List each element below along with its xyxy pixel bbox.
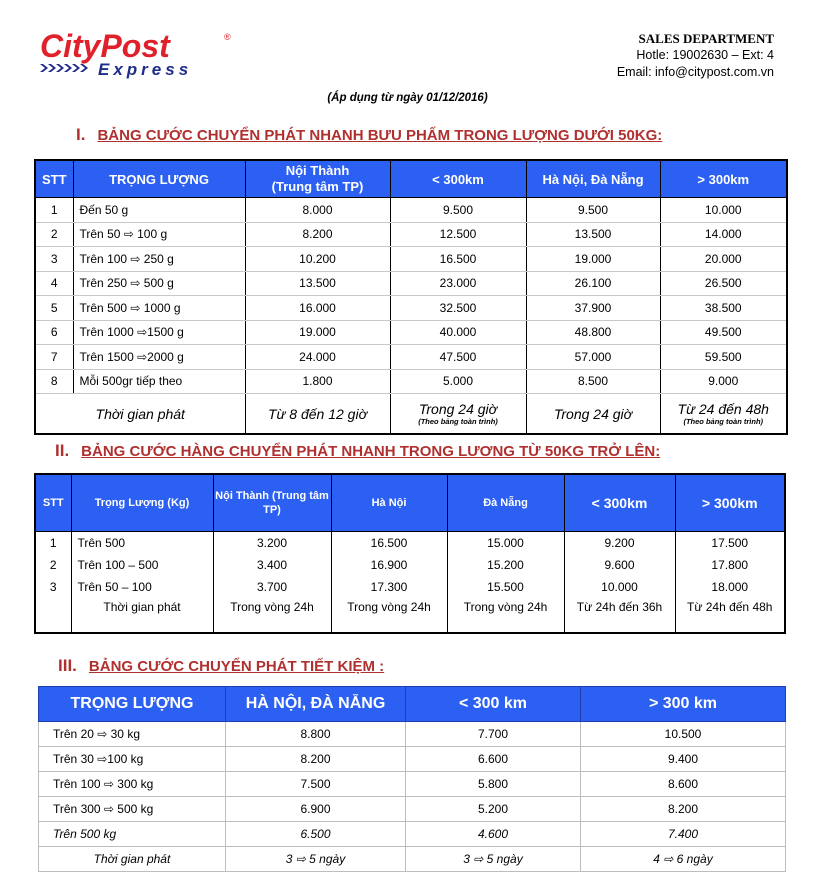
price-hn-dn: 6.900: [226, 797, 406, 822]
price-lt300: 4.600: [406, 822, 581, 847]
delivery-time-row: [39, 847, 786, 872]
weight: Trên 50 – 100: [71, 576, 213, 598]
delivery-hanoi: Trong vòng 24h: [331, 598, 447, 633]
price-lt300: 5.000: [390, 369, 526, 394]
economy-rates-table: [38, 686, 786, 872]
price-hn-dn: 8.800: [226, 722, 406, 747]
col-gt300: > 300km: [660, 160, 787, 198]
chevron-arrows-icon: [40, 64, 88, 72]
price-lt300: 5.800: [406, 772, 581, 797]
delivery-gt300-text: Từ 24 đến 48h: [677, 401, 769, 417]
col-weight: TRỌNG LƯỢNG: [73, 160, 245, 198]
price-inner-city: 24.000: [245, 345, 390, 370]
delivery-label: Thời gian phát: [35, 394, 245, 435]
price-hn-dn: 6.500: [226, 822, 406, 847]
price-lt300: 7.700: [406, 722, 581, 747]
delivery-label: Thời gian phát: [39, 847, 226, 872]
section-2-number: II.: [55, 441, 70, 460]
heavy-freight-table: [34, 473, 786, 634]
col-inner-city: Nội Thành (Trung tâm TP): [245, 160, 390, 198]
price-hn-dn: 8.200: [226, 747, 406, 772]
price-lt300: 47.500: [390, 345, 526, 370]
weight: Trên 20 ⇨ 30 kg: [39, 722, 226, 747]
express-rates-table: [34, 159, 788, 435]
price-inner-city: 3.200: [213, 532, 331, 555]
price-gt300: 38.500: [660, 296, 787, 321]
col-gt300: > 300 km: [581, 687, 786, 722]
delivery-label: Thời gian phát: [71, 598, 213, 633]
delivery-gt300: 4 ⇨ 6 ngày: [581, 847, 786, 872]
section-3-number: III.: [58, 656, 77, 675]
section-2-text: BẢNG CƯỚC HÀNG CHUYỂN PHÁT NHANH TRONG LƯƠNG TỪ 50KG TRỞ LÊN:: [81, 443, 661, 460]
stt: 8: [35, 369, 73, 394]
citypost-logo: [40, 30, 240, 80]
delivery-inner-city: Từ 8 đến 12 giờ: [245, 394, 390, 435]
price-lt300: 9.200: [564, 532, 675, 555]
price-inner-city: 1.800: [245, 369, 390, 394]
weight: Trên 500: [71, 532, 213, 555]
weight: Trên 250 ⇨ 500 g: [73, 271, 245, 296]
delivery-lt300: Từ 24h đến 36h: [564, 598, 675, 633]
table-row: [35, 198, 787, 223]
table-row: [39, 747, 786, 772]
col-lt300: < 300km: [390, 160, 526, 198]
price-hn-dn: 7.500: [226, 772, 406, 797]
price-lt300: 32.500: [390, 296, 526, 321]
weight: Mỗi 500gr tiếp theo: [73, 369, 245, 394]
table-row: [39, 772, 786, 797]
table-header-row: [35, 160, 787, 198]
delivery-inner-city: Trong vòng 24h: [213, 598, 331, 633]
contact-block: [617, 30, 774, 81]
delivery-time-row: [35, 394, 787, 435]
price-inner-city: 19.000: [245, 320, 390, 345]
weight: Trên 1000 ⇨1500 g: [73, 320, 245, 345]
stt: 1: [35, 532, 71, 555]
price-lt300: 16.500: [390, 247, 526, 272]
price-hn-dn: 9.500: [526, 198, 660, 223]
price-hn-dn: 37.900: [526, 296, 660, 321]
stt: 2: [35, 554, 71, 576]
weight: Trên 500 kg: [39, 822, 226, 847]
stt: 6: [35, 320, 73, 345]
price-hanoi: 16.900: [331, 554, 447, 576]
col-hanoi: Hà Nội: [331, 474, 447, 532]
price-danang: 15.200: [447, 554, 564, 576]
hotline: Hotle: 19002630 – Ext: 4: [636, 48, 774, 62]
section-2-title: [55, 441, 660, 461]
table-row: [39, 822, 786, 847]
price-lt300: 9.600: [564, 554, 675, 576]
price-hn-dn: 57.000: [526, 345, 660, 370]
price-inner-city: 10.200: [245, 247, 390, 272]
price-hn-dn: 13.500: [526, 222, 660, 247]
price-lt300: 6.600: [406, 747, 581, 772]
price-gt300: 59.500: [660, 345, 787, 370]
col-weight: TRỌNG LƯỢNG: [39, 687, 226, 722]
col-weight: Trọng Lượng (Kg): [71, 474, 213, 532]
stt: 3: [35, 247, 73, 272]
table-row: [35, 296, 787, 321]
price-hanoi: 17.300: [331, 576, 447, 598]
col-gt300: > 300km: [675, 474, 785, 532]
stt: 3: [35, 576, 71, 598]
price-gt300: 14.000: [660, 222, 787, 247]
delivery-danang: Trong vòng 24h: [447, 598, 564, 633]
logo-brand: CityPost: [40, 30, 170, 64]
section-1-number: I.: [76, 125, 86, 144]
price-inner-city: 3.700: [213, 576, 331, 598]
price-gt300: 8.200: [581, 797, 786, 822]
logo-registered-mark: ®: [224, 32, 231, 42]
price-lt300: 10.000: [564, 576, 675, 598]
stt: 4: [35, 271, 73, 296]
price-gt300: 8.600: [581, 772, 786, 797]
weight: Trên 100 ⇨ 300 kg: [39, 772, 226, 797]
delivery-lt300: 3 ⇨ 5 ngày: [406, 847, 581, 872]
sales-department: SALES DEPARTMENT: [638, 31, 774, 46]
table-row: [35, 554, 785, 576]
price-gt300: 7.400: [581, 822, 786, 847]
table-row: [35, 532, 785, 555]
weight: Trên 300 ⇨ 500 kg: [39, 797, 226, 822]
price-gt300: 20.000: [660, 247, 787, 272]
price-gt300: 26.500: [660, 271, 787, 296]
weight: Trên 50 ⇨ 100 g: [73, 222, 245, 247]
price-gt300: 10.000: [660, 198, 787, 223]
price-inner-city: 8.200: [245, 222, 390, 247]
col-stt: STT: [35, 474, 71, 532]
delivery-lt300-text: Trong 24 giờ: [418, 401, 498, 417]
section-3-text: BẢNG CƯỚC CHUYỂN PHÁT TIẾT KIỆM :: [88, 658, 385, 675]
price-inner-city: 8.000: [245, 198, 390, 223]
stt: 2: [35, 222, 73, 247]
table-header-row: [39, 687, 786, 722]
weight: Đến 50 g: [73, 198, 245, 223]
col-stt: STT: [35, 160, 73, 198]
delivery-gt300: [660, 394, 787, 435]
delivery-lt300-note: (Theo bảng toàn trình): [418, 417, 498, 426]
price-danang: 15.000: [447, 532, 564, 555]
price-gt300: 10.500: [581, 722, 786, 747]
table-row: [35, 576, 785, 598]
price-danang: 15.500: [447, 576, 564, 598]
table-row: [35, 222, 787, 247]
section-1-title: [76, 125, 662, 145]
table-row: [39, 797, 786, 822]
col-hn-dn: Hà Nội, Đà Nẵng: [526, 160, 660, 198]
table-header-row: [35, 474, 785, 532]
table-row: [35, 369, 787, 394]
weight: Trên 100 ⇨ 250 g: [73, 247, 245, 272]
price-lt300: 5.200: [406, 797, 581, 822]
table-row: [35, 271, 787, 296]
weight: Trên 100 – 500: [71, 554, 213, 576]
weight: Trên 30 ⇨100 kg: [39, 747, 226, 772]
col-inner-city: Nội Thành (Trung tâm TP): [213, 474, 331, 532]
price-hn-dn: 8.500: [526, 369, 660, 394]
stt: 7: [35, 345, 73, 370]
applied-date: (Áp dụng từ ngày 01/12/2016): [327, 92, 488, 104]
price-gt300: 9.000: [660, 369, 787, 394]
price-hn-dn: 19.000: [526, 247, 660, 272]
price-inner-city: 16.000: [245, 296, 390, 321]
table-row: [35, 247, 787, 272]
price-lt300: 40.000: [390, 320, 526, 345]
logo-sub: Express: [98, 60, 193, 79]
table-row: [35, 345, 787, 370]
delivery-gt300: Từ 24h đến 48h: [675, 598, 785, 633]
price-hanoi: 16.500: [331, 532, 447, 555]
price-inner-city: 3.400: [213, 554, 331, 576]
delivery-time-row: [35, 598, 785, 633]
price-gt300: 9.400: [581, 747, 786, 772]
table-row: [35, 320, 787, 345]
price-gt300: 18.000: [675, 576, 785, 598]
empty-cell: [35, 598, 71, 633]
col-lt300: < 300km: [564, 474, 675, 532]
price-gt300: 49.500: [660, 320, 787, 345]
price-hn-dn: 48.800: [526, 320, 660, 345]
price-gt300: 17.800: [675, 554, 785, 576]
delivery-gt300-note: (Theo bảng toàn trình): [683, 417, 764, 426]
price-lt300: 12.500: [390, 222, 526, 247]
delivery-lt300: [390, 394, 526, 435]
col-danang: Đà Nẵng: [447, 474, 564, 532]
weight: Trên 500 ⇨ 1000 g: [73, 296, 245, 321]
price-hn-dn: 26.100: [526, 271, 660, 296]
table-row: [39, 722, 786, 747]
price-gt300: 17.500: [675, 532, 785, 555]
section-3-title: [58, 656, 384, 676]
col-lt300: < 300 km: [406, 687, 581, 722]
section-1-text: BẢNG CƯỚC CHUYỂN PHÁT NHANH BƯU PHẨM TRONG LƯỢNG DƯỚI 50KG:: [97, 127, 663, 144]
weight: Trên 1500 ⇨2000 g: [73, 345, 245, 370]
price-lt300: 23.000: [390, 271, 526, 296]
col-hn-dn: HÀ NỘI, ĐÀ NẴNG: [226, 687, 406, 722]
price-lt300: 9.500: [390, 198, 526, 223]
delivery-hn-dn: Trong 24 giờ: [526, 394, 660, 435]
email: Email: info@citypost.com.vn: [616, 65, 774, 79]
delivery-hn-dn: 3 ⇨ 5 ngày: [226, 847, 406, 872]
price-inner-city: 13.500: [245, 271, 390, 296]
stt: 1: [35, 198, 73, 223]
stt: 5: [35, 296, 73, 321]
